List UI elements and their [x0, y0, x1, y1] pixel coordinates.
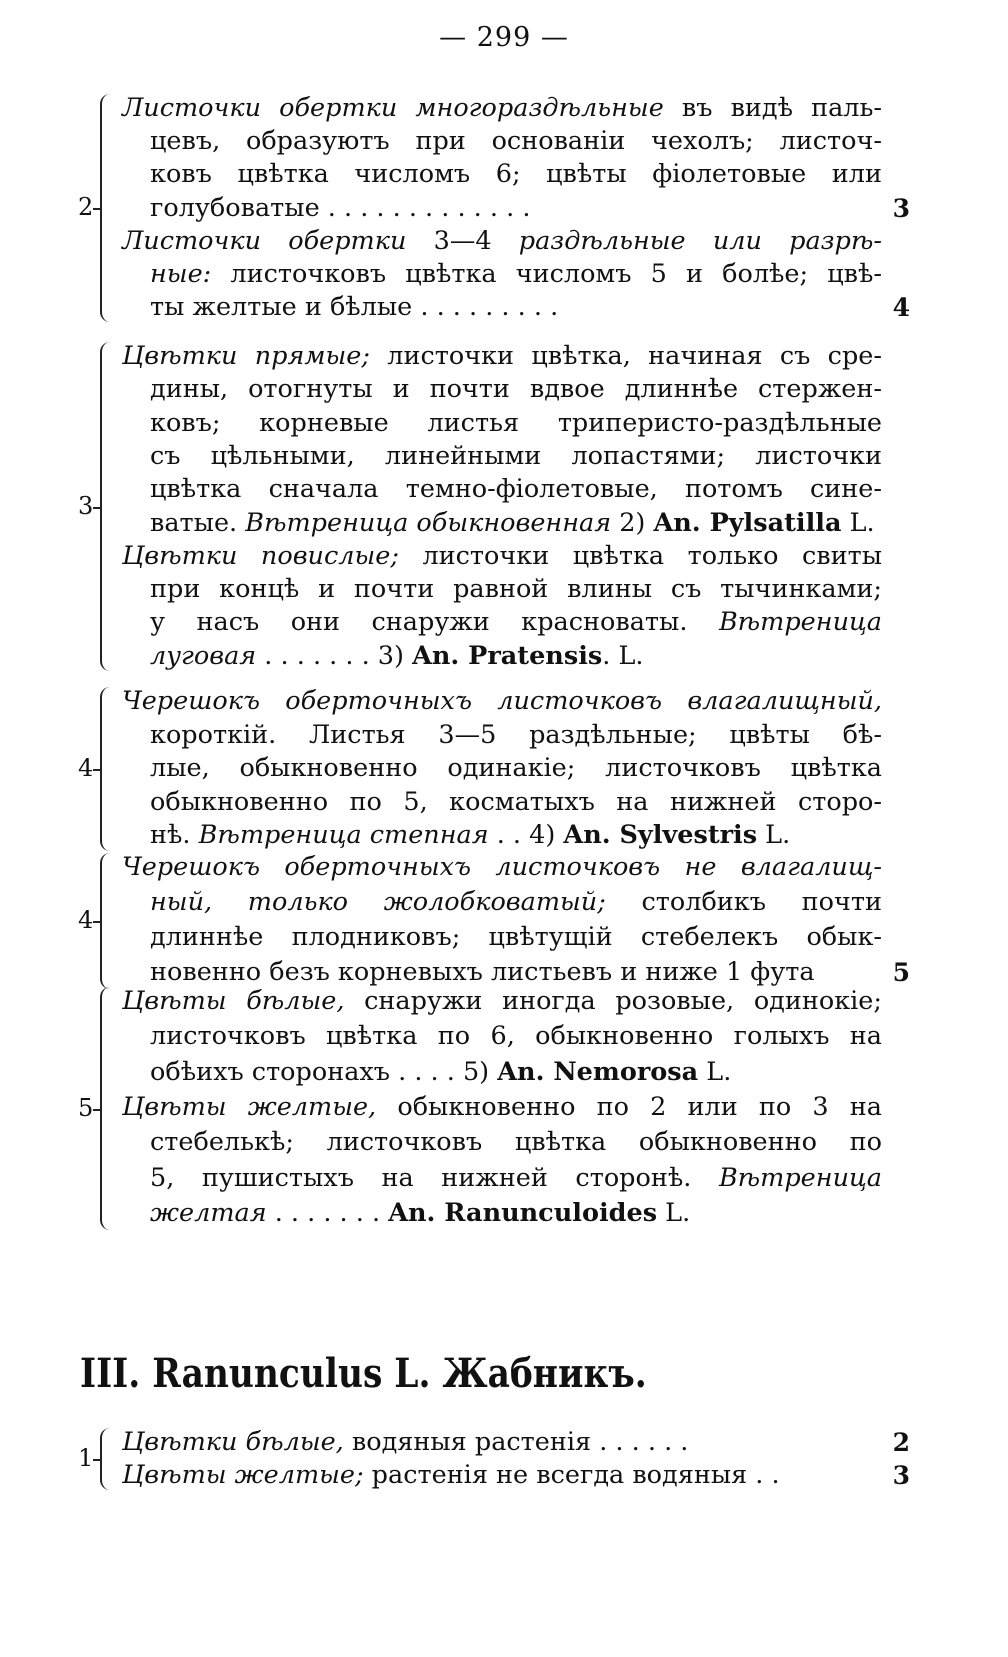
text-segment: ковъ цвѣтка числомъ 6; цвѣты фіолетовые или	[150, 159, 882, 190]
text-line	[150, 125, 882, 157]
text-segment: обѣихъ сторонахъ . . . . 5)	[150, 1056, 498, 1087]
couplet-number: 5	[78, 1093, 94, 1122]
text-segment: листочки цвѣтка, начиная съ сре-	[369, 341, 882, 371]
brace-mark	[100, 94, 116, 322]
text-line	[122, 1459, 882, 1491]
text-line	[150, 1020, 882, 1052]
section-title: III. Ranunculus L. Жабникъ.	[80, 1350, 647, 1397]
text-segment: листочки цвѣтка только свиты	[398, 540, 882, 571]
italic-text: Вѣтреница степная	[198, 820, 489, 850]
lead-reference: 4	[892, 293, 910, 323]
brace-mark	[100, 853, 116, 989]
text-segment	[660, 852, 684, 882]
italic-text: Листочки обертки многораздѣльные	[122, 93, 664, 123]
text-line	[150, 440, 882, 472]
text-segment: дины, отогнуты и почти вдвое длиннѣе стержен-	[150, 374, 882, 405]
text-line	[150, 473, 882, 505]
text-line	[150, 407, 882, 439]
text-segment: ты желтые и бѣлые . . . . . . . . .	[150, 292, 559, 323]
text-segment: нѣ.	[150, 820, 199, 850]
text-segment: . . 4)	[488, 820, 564, 850]
italic-text: Листочки обертки	[122, 225, 407, 256]
italic-text: Цвѣтки прямые;	[122, 341, 370, 371]
text-segment: въ видѣ паль-	[663, 93, 882, 123]
italic-text: Вѣтреница обыкновенная	[245, 507, 612, 538]
italic-text: луговая	[150, 640, 257, 671]
couplet-number: 3	[78, 491, 94, 520]
text-line	[122, 225, 882, 257]
lead-reference: 2	[892, 1428, 910, 1457]
page-number: — 299 —	[439, 22, 569, 53]
species-name: An. Sylvestris	[563, 820, 758, 850]
text-segment: снаружи иногда розовые, одинокіе;	[344, 986, 882, 1016]
text-line	[150, 1056, 882, 1088]
italic-text: Вѣтреница	[718, 607, 882, 638]
text-segment: растенія не всегда водяныя . .	[363, 1460, 780, 1490]
couplet-number: 4	[78, 753, 94, 782]
italic-text: ный, только жолобковатый;	[150, 887, 606, 917]
text-line	[150, 1162, 882, 1194]
text-segment: обыкновенно по 5, косматыхъ на нижней сторо-	[150, 786, 882, 817]
text-segment: 5, пушистыхъ на нижней сторонѣ.	[150, 1162, 719, 1193]
text-line	[150, 719, 882, 751]
text-line	[150, 373, 882, 405]
text-line	[122, 340, 882, 372]
text-segment: столбикъ почти	[605, 887, 882, 917]
italic-text: не влагалищ-	[684, 852, 882, 882]
text-line	[150, 640, 882, 672]
italic-text: Цвѣты желтые,	[122, 1091, 377, 1122]
text-segment: голубоватые . . . . . . . . . . . . .	[150, 192, 531, 223]
text-segment: лые, обыкновенно одинакіе; листочковъ цвѣтка	[150, 753, 882, 783]
text-segment: цвѣтка сначала темно-фіолетовые, потомъ сине-	[150, 474, 882, 505]
text-segment: при концѣ и почти равной влины съ тычинками;	[150, 574, 882, 605]
lead-reference: 3	[892, 193, 910, 223]
text-segment: цевъ, образуютъ при основаніи чехолъ; листоч-	[150, 126, 882, 157]
text-segment: новенно безъ корневыхъ листьевъ и ниже 1 фута	[150, 957, 815, 987]
text-segment: . L.	[602, 640, 644, 671]
brace-mark	[100, 687, 116, 851]
text-segment: ковъ; корневые листья триперисто-раздѣльные	[150, 407, 882, 438]
key-couplet	[0, 985, 1008, 1232]
text-line	[150, 1197, 882, 1229]
italic-text: Черешокъ оберточныхъ листочковъ	[122, 852, 661, 882]
lead-reference: 5	[892, 958, 910, 987]
italic-text: Цвѣтки повислые;	[122, 540, 399, 571]
text-segment: листочковъ цвѣтка числомъ 5 и болѣе; цвѣ-	[211, 259, 882, 289]
text-line	[122, 1426, 882, 1458]
key-couplet	[0, 340, 1008, 673]
italic-text: Цвѣты бѣлые,	[122, 986, 345, 1016]
text-line	[122, 540, 882, 572]
text-line	[150, 291, 882, 323]
text-segment: . . . . . . .	[266, 1197, 389, 1228]
text-line	[150, 956, 882, 988]
text-line	[150, 158, 882, 190]
text-line	[150, 258, 882, 290]
key-couplet	[0, 685, 1008, 853]
text-segment: у насъ они снаружи красноваты.	[150, 607, 719, 638]
lead-reference: 3	[892, 1461, 910, 1490]
text-segment: съ цѣльными, линейными лопастями; листочки	[150, 440, 882, 471]
brace-mark	[100, 987, 116, 1230]
text-segment: обыкновенно по 2 или по 3 на	[376, 1091, 883, 1122]
italic-text: желтая	[150, 1197, 267, 1228]
italic-text: Черешокъ оберточныхъ листочковъ влагалищный,	[122, 686, 882, 716]
text-segment: L.	[757, 820, 791, 850]
text-line	[150, 921, 882, 953]
italic-text: ные:	[150, 259, 212, 289]
italic-text: Вѣтреница	[718, 1162, 882, 1193]
species-name: An. Pratensis	[412, 640, 603, 671]
text-segment: стебелькѣ; листочковъ цвѣтка обыкновенно по	[150, 1127, 882, 1158]
text-segment: длиннѣе плодниковъ; цвѣтущій стебелекъ обык-	[150, 922, 882, 952]
text-line	[150, 886, 882, 918]
key-couplet	[0, 1426, 1008, 1492]
text-line	[150, 507, 882, 539]
couplet-number: 1	[78, 1444, 94, 1472]
key-couplet	[0, 851, 1008, 991]
species-name: An. Pylsatilla	[653, 507, 842, 538]
italic-text: раздѣльные или разрѣ-	[518, 225, 882, 256]
brace-mark	[100, 342, 116, 671]
key-couplet	[0, 92, 1008, 324]
text-line	[122, 92, 882, 124]
text-segment: L.	[841, 507, 875, 538]
text-segment: листочковъ цвѣтка по 6, обыкновенно голыхъ на	[150, 1021, 882, 1052]
species-name: An. Nemorosa	[497, 1056, 699, 1087]
couplet-number: 2	[78, 193, 94, 222]
text-line	[122, 685, 882, 717]
text-line	[150, 1126, 882, 1158]
text-line	[150, 192, 882, 224]
text-segment: 3—4	[406, 225, 519, 256]
italic-text: Цвѣтки бѣлые,	[122, 1427, 344, 1457]
text-line	[150, 786, 882, 818]
text-segment: ватые.	[150, 507, 246, 538]
text-line	[150, 819, 882, 851]
text-line	[150, 752, 882, 784]
text-line	[122, 851, 882, 883]
italic-text: Цвѣты желтые;	[122, 1460, 364, 1490]
text-segment: водяныя растенія . . . . . .	[343, 1427, 689, 1457]
text-segment: 2)	[611, 507, 654, 538]
text-line	[150, 606, 882, 638]
species-name: An. Ranunculoides	[388, 1197, 658, 1228]
couplet-number: 4	[78, 906, 94, 934]
text-line	[150, 573, 882, 605]
text-segment: L.	[698, 1056, 732, 1087]
text-segment: . . . . . . . 3)	[256, 640, 413, 671]
brace-mark	[100, 1428, 116, 1490]
text-segment: L.	[657, 1197, 691, 1228]
text-line	[122, 985, 882, 1017]
text-segment: короткій. Листья 3—5 раздѣльные; цвѣты бѣ-	[150, 719, 882, 750]
text-line	[122, 1091, 882, 1123]
